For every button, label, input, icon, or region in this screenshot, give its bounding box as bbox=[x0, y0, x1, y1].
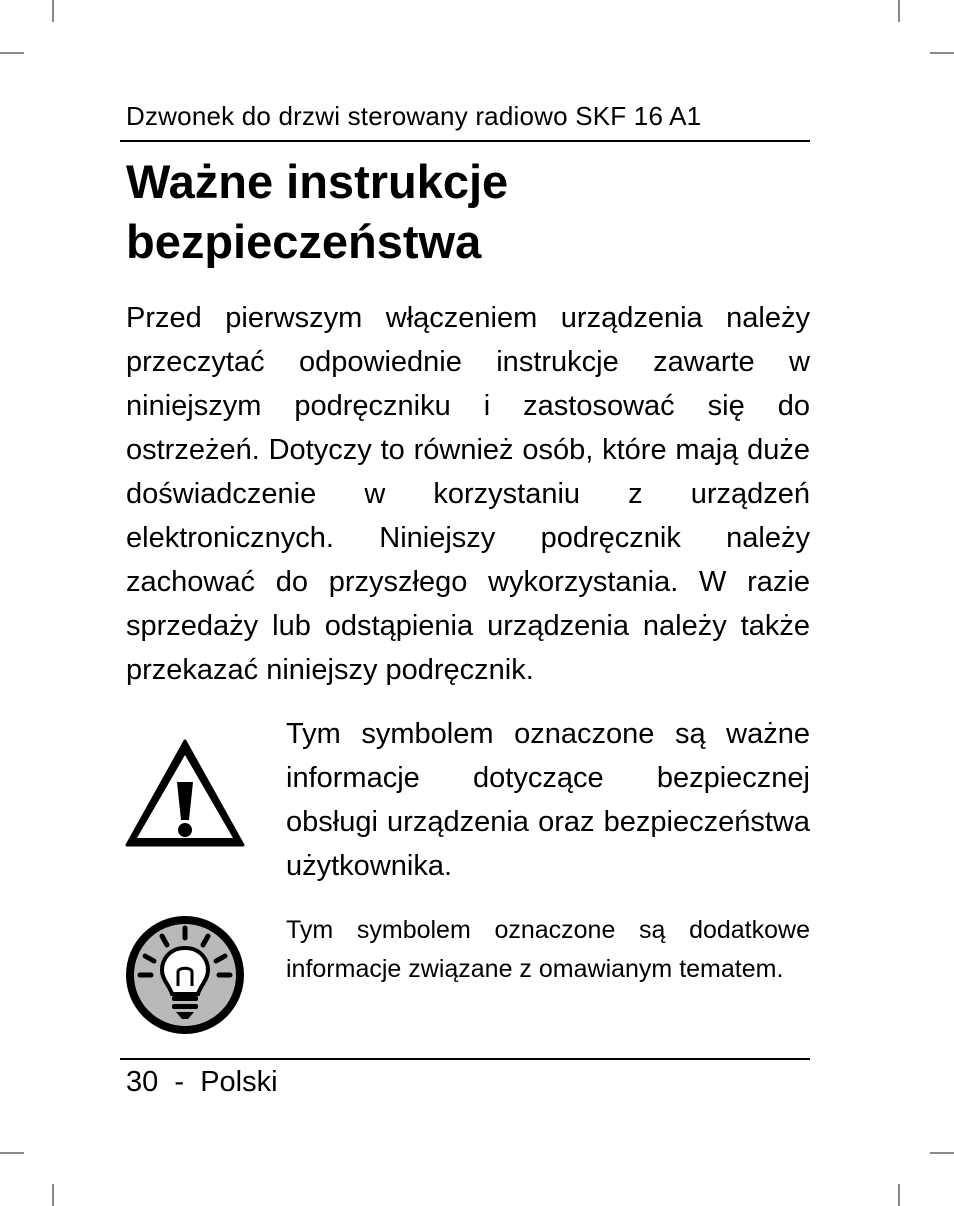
crop-mark bbox=[898, 0, 900, 22]
header-rule bbox=[120, 140, 810, 142]
crop-mark bbox=[52, 1184, 54, 1206]
lightbulb-icon bbox=[124, 914, 246, 1036]
crop-mark bbox=[52, 0, 54, 22]
page-number: 30 bbox=[126, 1066, 159, 1098]
intro-paragraph: Przed pierwszym włączeniem urządzenia należy przeczytać odpowiednie instrukcje zawarte w niniejszym podręczniku i zastosować się do ostrzeżeń. Dotyczy to również osób, które mają duże doświadczenie w korzystaniu z urządzeń elektronicznych. Niniejszy podręcznik należy zachować do przyszłego wykorzystania. W razie sprzedaży lub odstąpienia urządzenia należy także przekazać niniejszy podręcznik. bbox=[126, 302, 810, 686]
section-title-line1: Ważne instrukcje bbox=[126, 155, 509, 208]
footer-language: Polski bbox=[200, 1066, 278, 1098]
footer-rule bbox=[120, 1058, 810, 1060]
warning-note-text: Tym symbolem oznaczone są ważne informacje dotyczące bezpiecznej obsługi urządzenia oraz bezpieczeństwa użytkownika. bbox=[286, 718, 810, 882]
section-title bbox=[126, 152, 810, 272]
crop-mark bbox=[898, 1184, 900, 1206]
crop-mark bbox=[0, 52, 24, 54]
crop-mark bbox=[930, 52, 954, 54]
crop-mark bbox=[0, 1152, 24, 1154]
page-footer bbox=[126, 1065, 278, 1099]
crop-mark bbox=[930, 1152, 954, 1154]
tip-note-text: Tym symbolem oznaczone są dodatkowe informacje związane z omawianym tematem. bbox=[286, 916, 810, 983]
section-title-line2: bezpieczeństwa bbox=[126, 215, 482, 268]
footer-separator: - bbox=[174, 1066, 185, 1098]
warning-triangle-icon bbox=[124, 738, 246, 848]
running-header: Dzwonek do drzwi sterowany radiowo SKF 16 A1 bbox=[126, 101, 702, 131]
